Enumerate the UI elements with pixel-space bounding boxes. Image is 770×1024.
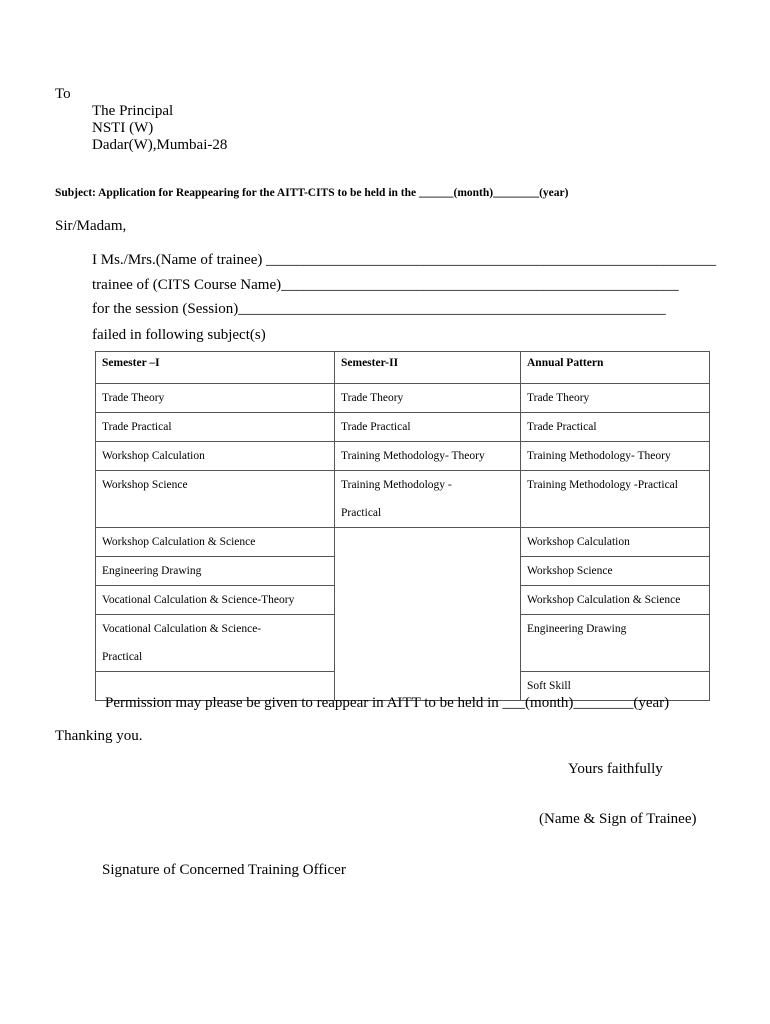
sem1-cell: Trade Theory: [96, 384, 335, 413]
sem1-cell: Vocational Calculation & Science- Practical: [96, 615, 335, 672]
annual-cell: Workshop Calculation: [521, 528, 710, 557]
session-line: for the session (Session)_________________________________________________________: [92, 301, 666, 317]
sem1-cell: Workshop Calculation & Science: [96, 528, 335, 557]
course-name-line: trainee of (CITS Course Name)_____________________________________________________: [92, 277, 679, 293]
annual-cell: Trade Theory: [521, 384, 710, 413]
sem2-cell: Trade Theory: [335, 384, 521, 413]
closing-line: Yours faithfully: [568, 761, 663, 777]
table-header-row: [96, 352, 710, 384]
table-row: [96, 471, 710, 528]
annual-cell: Training Methodology- Theory: [521, 442, 710, 471]
sem1-cell: Trade Practical: [96, 413, 335, 442]
trainee-name-line: I Ms./Mrs.(Name of trainee) ____________________________________________________________: [92, 252, 717, 268]
officer-signature-label: Signature of Concerned Training Officer: [102, 862, 346, 878]
header-annual-pattern: Annual Pattern: [521, 352, 710, 384]
header-semester-2: Semester-II: [335, 352, 521, 384]
sem1-cell: Engineering Drawing: [96, 557, 335, 586]
table-row: [96, 442, 710, 471]
annual-cell: Workshop Calculation & Science: [521, 586, 710, 615]
annual-cell: Training Methodology -Practical: [521, 471, 710, 528]
table-row: [96, 384, 710, 413]
sem1-cell: Vocational Calculation & Science-Theory: [96, 586, 335, 615]
thanking-line: Thanking you.: [55, 728, 143, 744]
permission-line: Permission may please be given to reappear in AITT to be held in ___(month)________(year): [105, 695, 670, 711]
address-to: To: [55, 86, 71, 102]
address-line-3: Dadar(W),Mumbai-28: [92, 137, 228, 153]
subjects-table: [95, 351, 710, 701]
sem1-cell: Workshop Science: [96, 471, 335, 528]
annual-cell: Workshop Science: [521, 557, 710, 586]
annual-cell: Trade Practical: [521, 413, 710, 442]
header-semester-1: Semester –I: [96, 352, 335, 384]
sem2-cell: Training Methodology - Practical: [335, 471, 521, 528]
table-row: [96, 413, 710, 442]
failed-subjects-line: failed in following subject(s): [92, 327, 266, 343]
subject-line: Subject: Application for Reappearing for the AITT-CITS to be held in the ______(month)________(year): [55, 187, 569, 199]
salutation: Sir/Madam,: [55, 218, 127, 234]
address-line-1: The Principal: [92, 103, 174, 119]
annual-cell: Soft Skill: [521, 672, 710, 701]
address-line-2: NSTI (W): [92, 120, 154, 136]
sem2-cell: Trade Practical: [335, 413, 521, 442]
sem2-cell: Training Methodology- Theory: [335, 442, 521, 471]
annual-cell: Engineering Drawing: [521, 615, 710, 672]
sem1-cell: Workshop Calculation: [96, 442, 335, 471]
table-row: [96, 528, 710, 557]
trainee-signature-label: (Name & Sign of Trainee): [539, 811, 697, 827]
sem2-empty-cell: [335, 528, 521, 701]
